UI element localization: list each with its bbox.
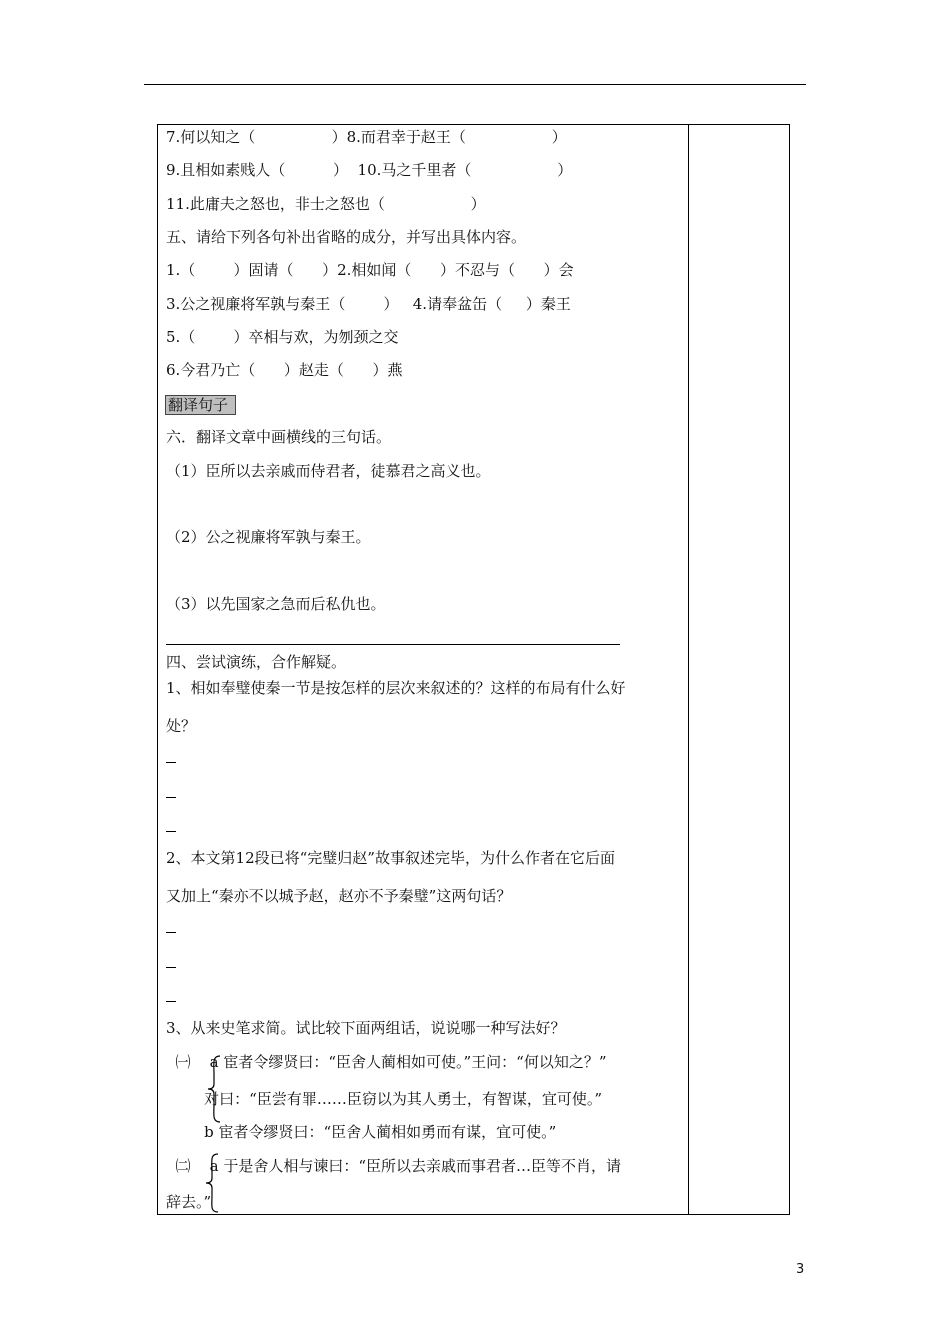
translate-sentence-3: （3）以先国家之急而后私仇也。 <box>166 595 386 613</box>
question-1-line-2: 处？ <box>166 717 197 735</box>
answer-blank-2 <box>166 797 176 798</box>
header-rule <box>144 84 806 85</box>
comparison-2a-line-2: 辞去。” <box>166 1193 212 1211</box>
question-2-line-2: 又加上“秦亦不以城予赵，赵亦不予秦璧”这两句话？ <box>166 887 512 905</box>
omission-line-1-2: 1.（ ）固请（ ）2.相如闻（ ）不忍与（ ）会 <box>166 261 574 279</box>
comparison-1b-line: b 宦者令缪贤曰：“臣舍人蔺相如勇而有谋，宜可使。” <box>166 1123 557 1141</box>
translate-sentence-1: （1）臣所以去亲戚而侍君者，徒慕君之高义也。 <box>166 462 491 480</box>
answer-blank-3 <box>166 831 176 832</box>
vocab-line-9-10: 9.且相如素贱人（ ） 10.马之千里者（ ） <box>166 161 573 179</box>
answer-blank-4 <box>166 932 176 933</box>
section-separator-rule <box>166 644 620 645</box>
vocab-line-7-8: 7.何以知之（ ）8.而君幸于赵王（ ） <box>166 128 567 146</box>
answer-blank-5 <box>166 967 176 968</box>
brace-group-1 <box>206 1054 224 1124</box>
page-number: 3 <box>796 1262 805 1277</box>
section-four-heading: 四、尝试演练，合作解疑。 <box>166 653 347 671</box>
question-3-line: 3、从来史笔求简。试比较下面两组话，说说哪一种写法好？ <box>166 1019 566 1037</box>
omission-line-6: 6.今君乃亡（ ）赵走（ ）燕 <box>166 361 403 379</box>
translate-sentence-2: （2）公之视廉将军孰与秦王。 <box>166 528 371 546</box>
question-1-line-1: 1、相如奉璧使秦一节是按怎样的层次来叙述的？这样的布局有什么好 <box>166 679 626 697</box>
comparison-1a-line-1: ㈠ a 宦者令缪贤曰：“臣舍人蔺相如可使。”王问：“何以知之？” <box>166 1053 607 1071</box>
comparison-1a-line-2: 对曰：“臣尝有罪……臣窃以为其人勇士，有智谋，宜可使。” <box>166 1090 602 1108</box>
vocab-line-11: 11.此庸夫之怒也，非士之怒也（ ） <box>166 195 486 213</box>
section-six-heading: 六．翻译文章中画横线的三句话。 <box>166 428 392 446</box>
omission-line-3-4: 3.公之视廉将军孰与秦王（ ） 4.请奉盆缶（ ）秦王 <box>166 295 571 313</box>
question-2-line-1: 2、本文第12段已将“完璧归赵”故事叙述完毕，为什么作者在它后面 <box>166 849 615 867</box>
section-label-translate <box>165 395 236 415</box>
answer-blank-1 <box>166 762 176 763</box>
table-column-divider <box>688 124 689 1215</box>
answer-blank-6 <box>166 1001 176 1002</box>
omission-line-5: 5.（ ）卒相与欢，为刎颈之交 <box>166 328 399 346</box>
comparison-2a-line-1: ㈡ a 于是舍人相与谏曰：“臣所以去亲戚而事君者…臣等不肖，请 <box>166 1157 621 1175</box>
brace-group-2 <box>204 1152 222 1214</box>
section-label-text: 翻译句子 <box>168 396 229 414</box>
section-five-heading: 五、请给下列各句补出省略的成分，并写出具体内容。 <box>166 228 527 246</box>
